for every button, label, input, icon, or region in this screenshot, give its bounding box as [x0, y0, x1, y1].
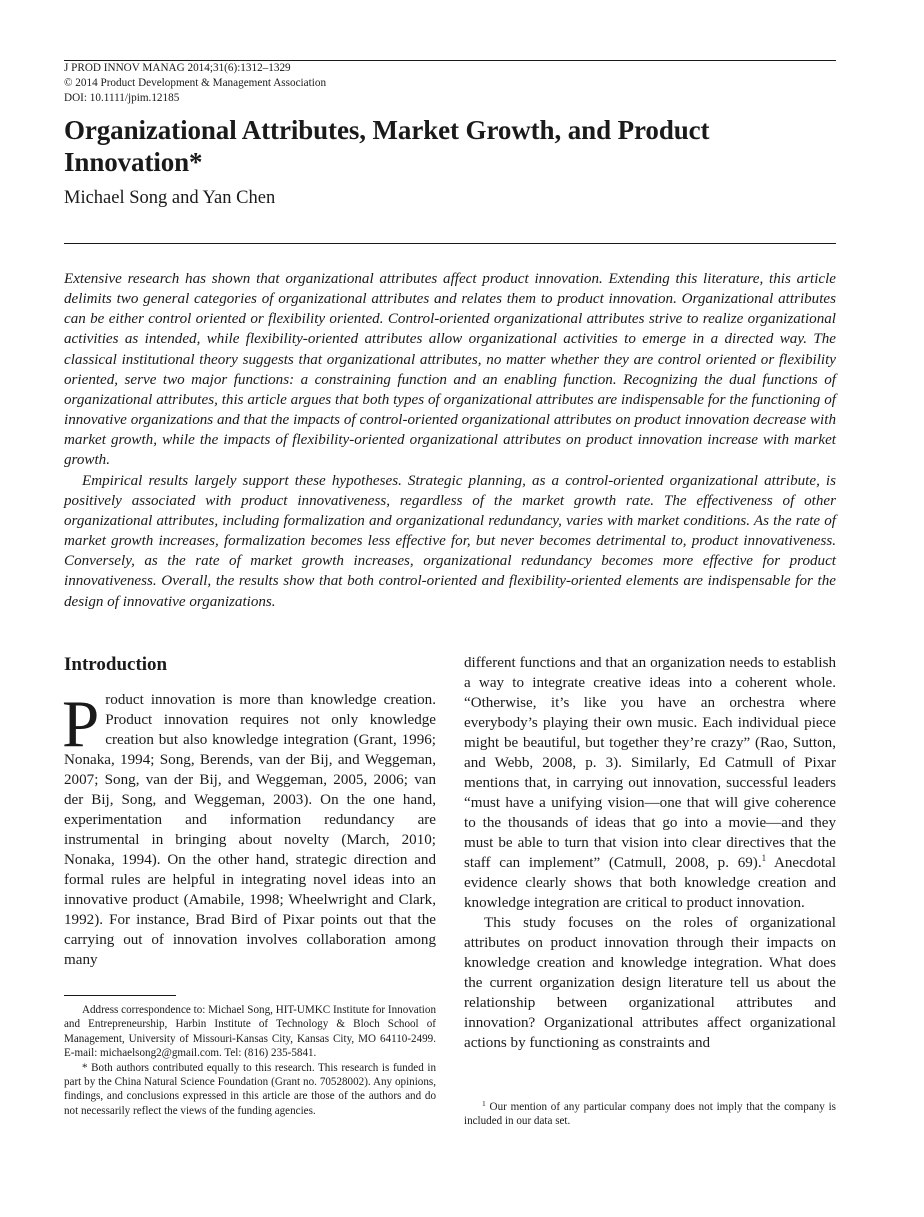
- footnote-1: [464, 1100, 836, 1129]
- abstract-paragraph-1: Extensive research has shown that organizational attributes affect product innovation. Extending this literature, this article delimits two general categories of organizational attributes and relates them to product innovation. Organizational attributes can be either control oriented or flexibility oriented. Control-oriented organizational attributes strive to realize organizational activities as intended, while flexibility-oriented attributes allow organizational activities to emerge in a directed way. The classical institutional theory suggests that organizational attributes, no matter whether they are control oriented or flexibility oriented, serve two major functions: a constraining function and an enabling function. Recognizing the dual functions of organizational attributes, this article argues that both types of organizational attributes are indispensable for the functioning of innovative organizations and that the impacts of control-oriented organizational attributes on product innovation decrease with market growth, while the impacts of flexibility-oriented organizational attributes on product innovation increase with market growth.: [64, 271, 836, 469]
- intro-continued-text-end: Anecdotal evidence clearly shows that both knowledge creation and knowledge integration are critical to product innovation.: [464, 855, 836, 911]
- article-title: Organizational Attributes, Market Growth, and Product Innovation*: [64, 115, 710, 177]
- footnote-1-mark: 1: [482, 1099, 486, 1108]
- correspondence-footnote: Address correspondence to: Michael Song, HIT-UMKC Institute for Innovation and Entrepreneurship, Harbin Institute of Technology & Bloch School of Management, University of Missouri-Kansas City, Kansas City, MO 64110-2499. E-mail: michaelsong2@gmail.com. Tel: (816) 235-5841.: [64, 1004, 436, 1060]
- journal-citation: J PROD INNOV MANAG 2014;31(6):1312–1329: [64, 62, 291, 74]
- footnotes-left: [64, 1003, 436, 1118]
- abstract-paragraph-2: Empirical results largely support these hypotheses. Strategic planning, as a control-oriented organizational attribute, is positively associated with product innovativeness, regardless of the market growth rate. The effectiveness of other organizational attributes, including formalization and organizational redundancy, varies with market conditions. As the rate of market growth increases, formalization becomes less effective for, but never becomes detrimental to, product innovativeness. Conversely, as the rate of market growth increases, organizational redundancy becomes more effective for product innovativeness. Overall, the results show that both control-oriented and flexibility-oriented elements are indispensable for the design of innovative organizations.: [64, 472, 836, 610]
- title-divider: [64, 243, 836, 244]
- doi[interactable]: DOI: 10.1111/jpim.12185: [64, 92, 180, 104]
- footnote-1-text: Our mention of any particular company does not imply that the company is included in our data set.: [464, 1101, 836, 1128]
- footnote-1-reference[interactable]: 1: [761, 853, 767, 863]
- footnotes-right: [464, 1100, 836, 1129]
- copyright-notice: © 2014 Product Development & Management Association: [64, 77, 327, 89]
- abstract: [64, 269, 836, 612]
- intro-paragraph-1-continued: [464, 653, 836, 913]
- intro-continued-text: different functions and that an organization needs to establish a way to integrate creative ideas into a coherent whole. “Otherwise, it’s like you have an orchestra where everybody’s playing their own music. Each individual piece might be beautiful, but together they’re crazy” (Rao, Sutton, and Webb, 2008, p. 3). Similarly, Ed Catmull of Pixar mentions that, in carrying out innovation, successful leaders “must have a unifying vision—one that will give coherence to the thousands of ideas that go into a movie—and they must be able to turn that vision into clear directives that the staff can implement” (Catmull, 2008, p. 69).: [464, 655, 836, 871]
- intro-paragraph-1-text: roduct innovation is more than knowledge creation. Product innovation requires not only knowledge creation but also knowledge integration (Grant, 1996; Nonaka, 1994; Song, Berends, van der Bij, and Weggeman, 2007; Song, van der Bij, and Weggeman, 2005, 2006; van der Bij, Song, and Weggeman, 2003). On the one hand, experimentation and information redundancy are instrumental in bringing about novelty (March, 2010; Nonaka, 1994). On the other hand, strategic direction and formal rules are helpful in integrating novel ideas into an innovative product (Amabile, 1998; Wheelwright and Clark, 1992). For instance, Brad Bird of Pixar points out that the carrying out of innovation involves collaboration among many: [64, 692, 436, 968]
- intro-paragraph-2: This study focuses on the roles of organizational attributes on product innovation through their impacts on knowledge creation and knowledge integration. What does the current organization design literature tell us about the relationship between organizational attributes and innovation? Organizational attributes affect organizational actions by functioning as constraints and: [464, 915, 836, 1051]
- journal-header: [64, 61, 326, 106]
- body-column-right: [464, 653, 836, 1053]
- drop-cap: P: [62, 687, 100, 761]
- section-heading-introduction: Introduction: [64, 654, 168, 675]
- article-authors: Michael Song and Yan Chen: [64, 188, 276, 208]
- intro-paragraph-1: [62, 687, 436, 970]
- footnote-divider: [64, 995, 176, 996]
- body-column-left: [62, 687, 436, 970]
- asterisk-footnote: * Both authors contributed equally to this research. This research is funded in part by the China Natural Science Foundation (Grant no. 70528002). Any opinions, findings, and conclusions expressed in this article are those of the authors and do not necessarily reflect the views of the funding agencies.: [64, 1061, 436, 1117]
